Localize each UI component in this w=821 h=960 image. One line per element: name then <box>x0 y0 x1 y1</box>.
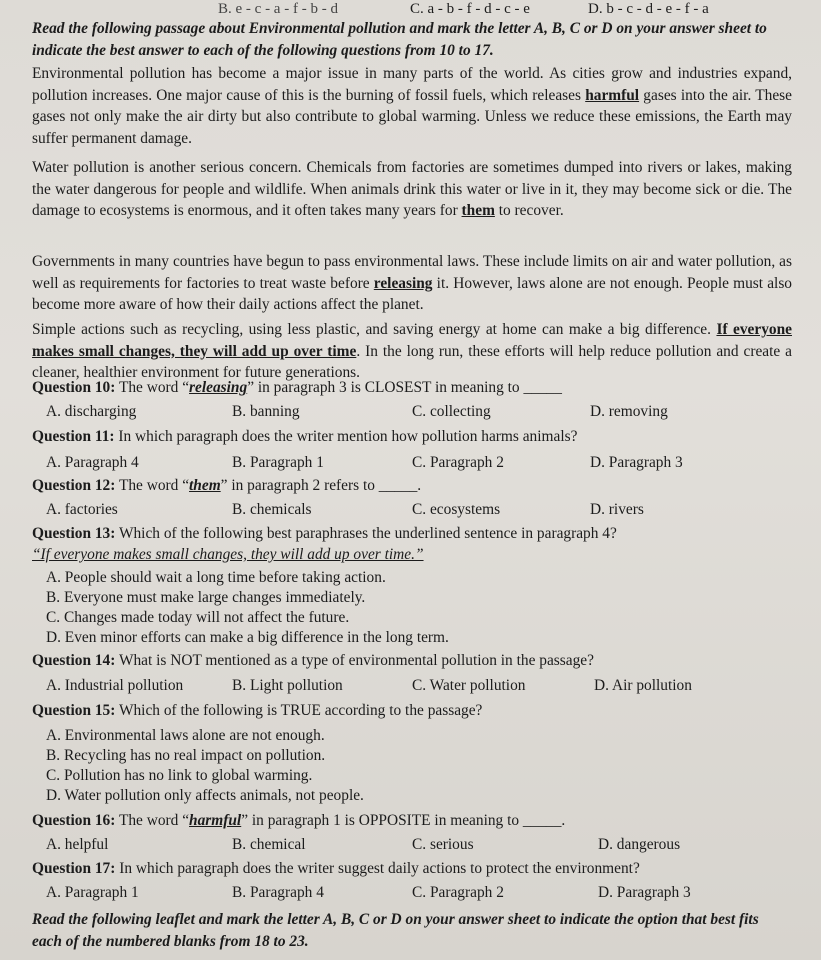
question-11: Question 11: In which paragraph does the writer mention how pollution harms animals? <box>32 428 578 445</box>
answer-b[interactable]: B. Everyone must make large changes immediately. <box>46 589 366 606</box>
answer-b[interactable]: B. Recycling has no real impact on pollution. <box>46 747 326 764</box>
question-13-quote: “If everyone makes small changes, they will add up over time.” <box>32 546 424 563</box>
answer-c[interactable]: C. collecting <box>412 403 491 420</box>
answer-c[interactable]: C. Pollution has no link to global warming. <box>46 767 313 784</box>
answer-c[interactable]: C. ecosystems <box>412 501 501 518</box>
question-12: Question 12: The word “them” in paragraph 2 refers to _____. <box>32 477 422 494</box>
answer-a[interactable]: A. Paragraph 1 <box>46 884 139 901</box>
paragraph-2: Water pollution is another serious concern. Chemicals from factories are sometimes dumped into rivers or lakes, making the water dangerous for people and wildlife. When animals drink this water or live in it, they may become sick or die. The damage to ecosystems is enormous, and it often takes many years for them to recover. <box>32 159 792 219</box>
question-10: Question 10: The word “releasing” in paragraph 3 is CLOSEST in meaning to _____ <box>32 379 562 396</box>
answer-c[interactable]: C. Paragraph 2 <box>412 884 504 901</box>
answer-d[interactable]: D. Even minor efforts can make a big difference in the long term. <box>46 629 449 646</box>
answer-a[interactable]: A. factories <box>46 501 118 518</box>
question-13: Question 13: Which of the following best paraphrases the underlined sentence in paragraph 4? <box>32 525 617 542</box>
paragraph-1: Environmental pollution has become a major issue in many parts of the world. As cities grow and industries expand, pollution increases. One major cause of this is the burning of fossil fuels, which releases harmful gases into the air. These gases not only make the air dirty but also contribute to global warming. Unless we reduce these emissions, the Earth may suffer permanent damage. <box>32 65 792 147</box>
answer-b[interactable]: B. Paragraph 1 <box>232 454 324 471</box>
question-16: Question 16: The word “harmful” in paragraph 1 is OPPOSITE in meaning to _____. <box>32 812 566 829</box>
answer-a[interactable]: A. Industrial pollution <box>46 677 184 694</box>
answer-c[interactable]: C. serious <box>412 836 474 853</box>
question-14: Question 14: What is NOT mentioned as a type of environmental pollution in the passage? <box>32 652 594 669</box>
option-b: B. e - c - a - f - b - d <box>218 1 338 17</box>
instruction-passage: Read the following passage about Environmental pollution and mark the letter A, B, C or D on your answer sheet to indicate the best answer to each of the following questions from 10 to 17. <box>32 20 767 59</box>
answer-d[interactable]: D. Paragraph 3 <box>598 884 691 901</box>
instruction-leaflet: Read the following leaflet and mark the letter A, B, C or D on your answer sheet to indicate the option that best fits each of the numbered blanks from 18 to 23. <box>32 911 759 950</box>
paragraph-3: Governments in many countries have begun to pass environmental laws. These include limits on air and water pollution, as well as requirements for factories to treat waste before releasing it. However, laws alone are not enough. People must also become more aware of how their daily actions affect the planet. <box>32 253 793 313</box>
answer-b[interactable]: B. banning <box>232 403 300 420</box>
answer-d[interactable]: D. Water pollution only affects animals, not people. <box>46 787 364 804</box>
answer-a[interactable]: A. Paragraph 4 <box>46 454 139 471</box>
answer-b[interactable]: B. Light pollution <box>232 677 343 694</box>
answer-b[interactable]: B. chemicals <box>232 501 312 518</box>
answer-d[interactable]: D. dangerous <box>598 836 681 853</box>
answer-b[interactable]: B. chemical <box>232 836 306 853</box>
answer-a[interactable]: A. helpful <box>46 836 109 853</box>
previous-answer-options <box>0 0 821 18</box>
answer-a[interactable]: A. discharging <box>46 403 137 420</box>
answer-d[interactable]: D. Paragraph 3 <box>590 454 683 471</box>
answer-c[interactable]: C. Water pollution <box>412 677 526 694</box>
answer-a[interactable]: A. Environmental laws alone are not enough. <box>46 727 325 744</box>
option-d: D. b - c - d - e - f - a <box>588 1 709 17</box>
option-c: C. a - b - f - d - c - e <box>410 1 530 17</box>
question-17: Question 17: In which paragraph does the writer suggest daily actions to protect the environment? <box>32 860 640 877</box>
answer-b[interactable]: B. Paragraph 4 <box>232 884 324 901</box>
paragraph-4: Simple actions such as recycling, using less plastic, and saving energy at home can make a big difference. If everyone makes small changes, they will add up over time. In the long run, these efforts will help reduce pollution and create a cleaner, healthier environment for future generations. <box>32 321 792 381</box>
answer-c[interactable]: C. Paragraph 2 <box>412 454 504 471</box>
answer-a[interactable]: A. People should wait a long time before taking action. <box>46 569 386 586</box>
answer-c[interactable]: C. Changes made today will not affect the future. <box>46 609 350 626</box>
answer-d[interactable]: D. rivers <box>590 501 644 518</box>
question-15: Question 15: Which of the following is TRUE according to the passage? <box>32 702 483 719</box>
answer-d[interactable]: D. Air pollution <box>594 677 692 694</box>
answer-d[interactable]: D. removing <box>590 403 668 420</box>
